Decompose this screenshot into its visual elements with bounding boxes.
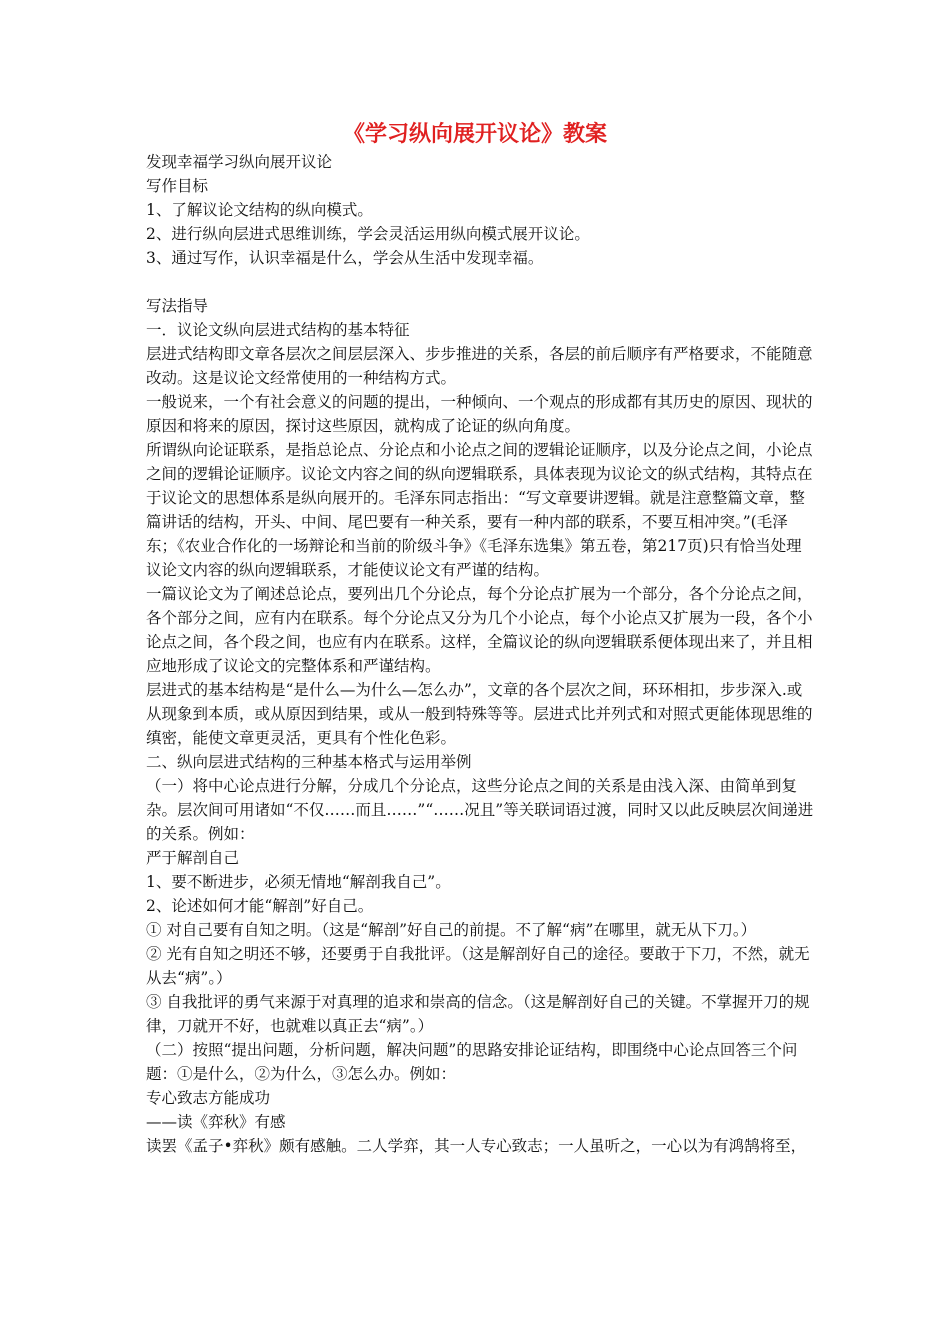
section-heading-guidance: 写法指导	[146, 297, 209, 315]
section-heading-goals: 写作目标	[146, 177, 209, 195]
example-title: 专心致志方能成功	[146, 1089, 271, 1107]
document-title: 《学习纵向展开议论》教案	[342, 122, 607, 147]
goal-item: 1、了解议论文结构的纵向模式。	[146, 201, 373, 219]
section-heading: 二、纵向层进式结构的三种基本格式与运用举例	[146, 753, 472, 771]
example-title: 严于解剖自己	[146, 849, 240, 867]
body-paragraph: 所谓纵向论证联系，是指总论点、分论点和小论点之间的逻辑论证顺序，以及分论点之间，小论点之间的逻辑论证顺序。议论文内容之间的纵向逻辑联系，具体表现为议论文的纵式结构，其特点在于议论文的思想体系是纵向展开的。毛泽东同志指出：“写文章要讲逻辑。就是注意整篇文章，整篇讲话的结构，开头、中间、尾巴要有一种关系，要有一种内部的联系，不要互相冲突。”(毛泽东；《农业合作化的一场辩论和当前的阶级斗争》《毛泽东选集》第五卷，第217页)只有恰当处理议论文内容的纵向逻辑联系，才能使议论文有严谨的结构。	[146, 441, 813, 579]
document-body	[146, 150, 814, 1158]
example-subitem: ② 光有自知之明还不够，还要勇于自我批评。（这是解剖好自己的途径。要敢于下刀，不然，就无从去“病”。）	[146, 945, 810, 987]
body-paragraph: （一）将中心论点进行分解，分成几个分论点，这些分论点之间的关系是由浅入深、由简单到复杂。层次间可用诸如“不仅……而且……”“……况且”等关联词语过渡，同时又以此反映层次间递进的关系。例如：	[146, 777, 814, 843]
body-paragraph: （二）按照“提出问题，分析问题，解决问题”的思路安排论证结构，即围绕中心论点回答三个问题：①是什么，②为什么，③怎么办。例如：	[146, 1041, 798, 1083]
body-paragraph: 一般说来，一个有社会意义的问题的提出，一种倾向、一个观点的形成都有其历史的原因、现状的原因和将来的原因，探讨这些原因，就构成了论证的纵向角度。	[146, 393, 813, 435]
body-paragraph: 读罢《孟子•弈秋》颇有感触。二人学弈，其一人专心致志；一人虽听之，一心以为有鸿鹄将至，	[146, 1137, 807, 1155]
body-paragraph: 层进式结构即文章各层次之间层层深入、步步推进的关系，各层的前后顺序有严格要求，不能随意改动。这是议论文经常使用的一种结构方式。	[146, 345, 813, 387]
example-item: 2、论述如何才能“解剖”好自己。	[146, 897, 374, 915]
subtitle: 发现幸福学习纵向展开议论	[146, 153, 333, 171]
body-paragraph: 一篇议论文为了阐述总论点，要列出几个分论点，每个分论点扩展为一个部分，各个分论点之间，各个部分之间，应有内在联系。每个分论点又分为几个小论点，每个小论点又扩展为一段，各个小论点之间，各个段之间，也应有内在联系。这样，全篇议论的纵向逻辑联系便体现出来了，并且相应地形成了议论文的完整体系和严谨结构。	[146, 585, 813, 675]
blank-line	[146, 270, 814, 294]
example-item: 1、要不断进步，必须无情地“解剖我自己”。	[146, 873, 451, 891]
section-heading: 一．议论文纵向层进式结构的基本特征	[146, 321, 410, 339]
body-paragraph: 层进式的基本结构是“是什么—为什么—怎么办”，文章的各个层次之间，环环相扣，步步深入.或从现象到本质，或从原因到结果，或从一般到特殊等等。层进式比并列式和对照式更能体现思维的缜密，能使文章更灵活，更具有个性化色彩。	[146, 681, 813, 747]
example-subitem: ③ 自我批评的勇气来源于对真理的追求和崇高的信念。（这是解剖好自己的关键。不掌握开刀的规律，刀就开不好，也就难以真正去“病”。）	[146, 993, 810, 1035]
example-subitem: ① 对自己要有自知之明。（这是“解剖”好自己的前提。不了解“病”在哪里，就无从下刀。）	[146, 921, 757, 939]
goal-item: 2、进行纵向层进式思维训练，学会灵活运用纵向模式展开议论。	[146, 225, 590, 243]
goal-item: 3、通过写作，认识幸福是什么，学会从生活中发现幸福。	[146, 249, 544, 267]
example-subtitle: ——读《弈秋》有感	[146, 1113, 286, 1131]
